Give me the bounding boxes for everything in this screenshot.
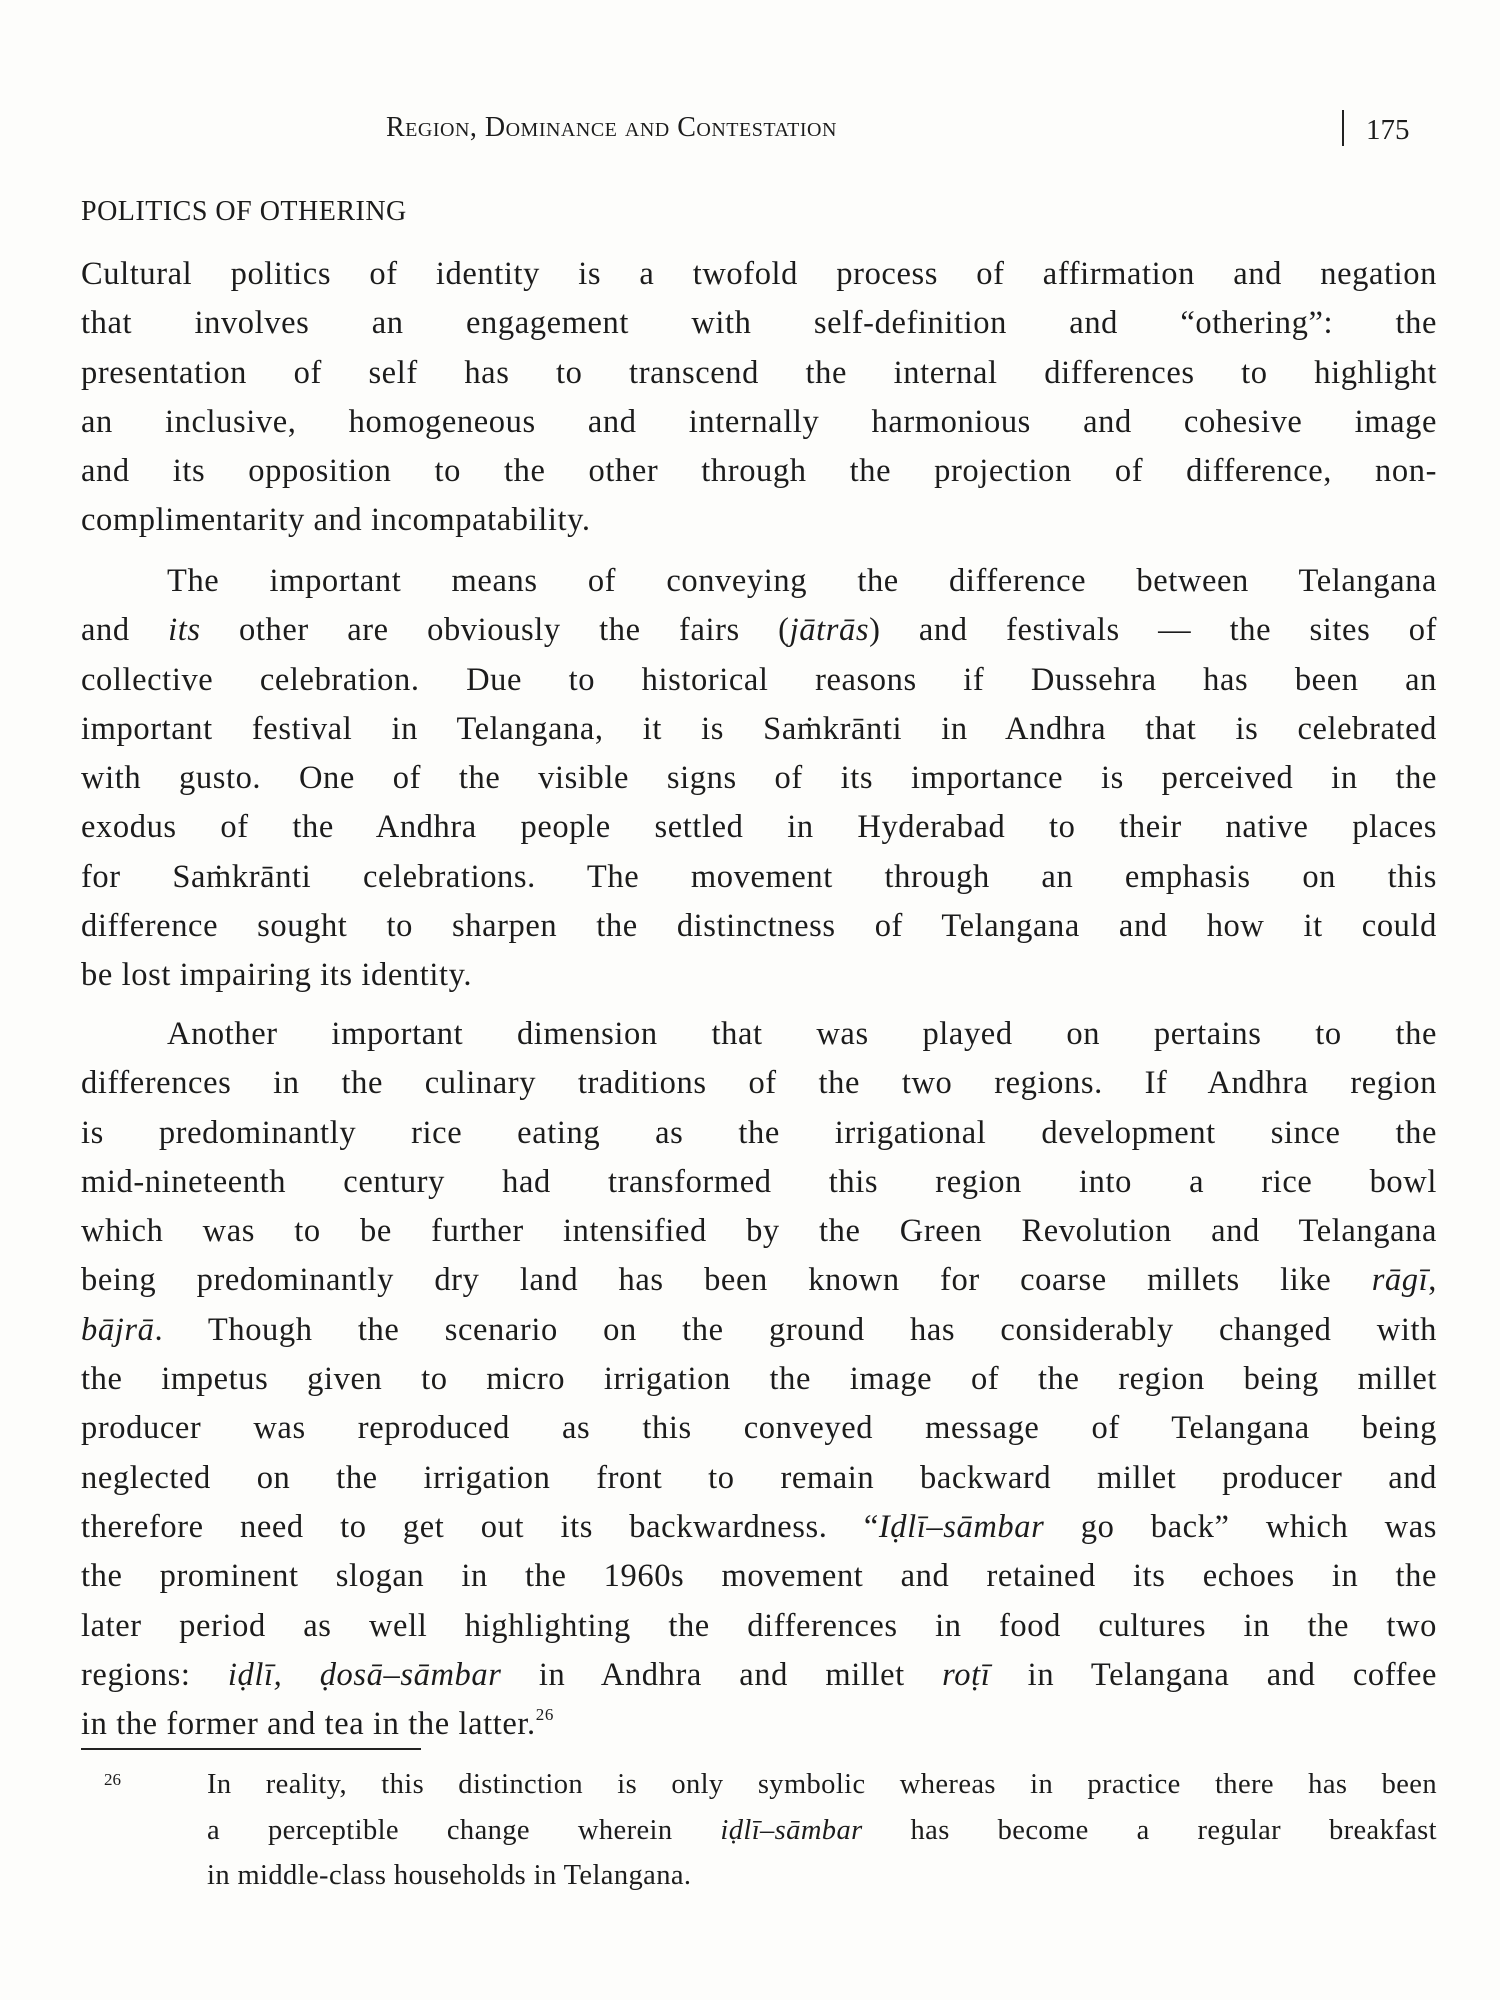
- text-line: [81, 656, 1437, 705]
- text-line: [81, 1552, 1437, 1601]
- text-run: neglected on the irrigation front to remain backward millet producer and: [81, 1459, 1437, 1496]
- text-run: ) and festivals — the sites of: [869, 612, 1437, 649]
- text-line: [81, 349, 1437, 398]
- text-run: mid-nineteenth century had transformed this region into a rice bowl: [81, 1163, 1437, 1200]
- footnote-number: 26: [104, 1770, 121, 1789]
- italic-term: rāgī: [1371, 1262, 1429, 1299]
- text-run: in the former and tea in the latter.: [81, 1706, 536, 1743]
- text-line: [81, 1059, 1437, 1108]
- text-line: [81, 1454, 1437, 1503]
- footnote-text: [207, 1762, 1437, 1899]
- text-line: [81, 1651, 1437, 1700]
- italic-term: iḍlī, ḍosā–sāmbar: [227, 1656, 502, 1693]
- text-run: The important means of conveying the difference between Telangana: [167, 563, 1437, 599]
- italic-term: Iḍlī–sāmbar: [878, 1508, 1045, 1545]
- section-title: POLITICS OF OTHERING: [81, 196, 407, 227]
- text-line: [81, 1158, 1437, 1207]
- text-line: [81, 1404, 1437, 1453]
- text-line: [81, 803, 1437, 852]
- italic-term: roṭī: [942, 1656, 991, 1693]
- text-line: [81, 902, 1437, 951]
- italic-term: its: [168, 612, 201, 649]
- text-line: [81, 250, 1437, 299]
- text-line: [81, 754, 1437, 803]
- text-run: Cultural politics of identity is a twofold process of affirmation and negation: [81, 256, 1437, 292]
- text-run: . Though the scenario on the ground has considerably changed with: [154, 1311, 1437, 1348]
- text-run: in Andhra and millet: [501, 1656, 943, 1693]
- text-run: and its opposition to the other through the projection of difference, non-: [81, 453, 1437, 490]
- text-run: therefore need to get out its backwardness. “: [81, 1508, 879, 1545]
- italic-term: bājrā: [81, 1311, 155, 1348]
- text-run: the prominent slogan in the 1960s movement and retained its echoes in the: [81, 1558, 1437, 1595]
- text-line: [81, 1503, 1437, 1552]
- text-run: other are obviously the fairs (: [200, 612, 790, 649]
- text-line: [81, 1109, 1437, 1158]
- text-line: [81, 447, 1437, 496]
- text-run: for Saṁkrānti celebrations. The movement through an emphasis on this: [81, 858, 1437, 895]
- text-run: be lost impairing its identity.: [81, 957, 473, 994]
- running-head: Region, Dominance and Contestation: [386, 112, 837, 143]
- text-line: [81, 1207, 1437, 1256]
- text-line: [81, 1602, 1437, 1651]
- text-run: exodus of the Andhra people settled in Hyderabad to their native places: [81, 809, 1437, 846]
- text-line: [81, 398, 1437, 447]
- text-run: producer was reproduced as this conveyed message of Telangana being: [81, 1410, 1437, 1447]
- text-line: [207, 1808, 1437, 1854]
- text-run: presentation of self has to transcend the internal differences to highlight: [81, 354, 1437, 391]
- text-line: [81, 853, 1437, 902]
- text-run: differences in the culinary traditions of the two regions. If Andhra region: [81, 1065, 1437, 1102]
- text-run: with gusto. One of the visible signs of its importance is perceived in the: [81, 760, 1437, 797]
- text-line: [81, 1306, 1437, 1355]
- paragraph-2: [81, 557, 1437, 1001]
- text-run: complimentarity and incompatability.: [81, 502, 591, 539]
- text-run: the impetus given to micro irrigation the image of the region being millet: [81, 1361, 1437, 1398]
- text-run: regions:: [81, 1656, 228, 1693]
- text-line: [207, 1853, 1437, 1899]
- text-line: [81, 1256, 1437, 1305]
- text-run: later period as well highlighting the differences in food cultures in the two: [81, 1607, 1437, 1644]
- text-run: which was to be further intensified by the Green Revolution and Telangana: [81, 1213, 1437, 1250]
- text-line: [81, 705, 1437, 754]
- text-run: In reality, this distinction is only symbolic whereas in practice there has been: [207, 1769, 1437, 1800]
- text-run: that involves an engagement with self-definition and “othering”: the: [81, 305, 1437, 342]
- text-line: [81, 606, 1437, 655]
- page-number-divider: [1342, 110, 1344, 146]
- footnote-ref: 26: [535, 1705, 554, 1725]
- text-line: [81, 496, 1437, 545]
- text-run: ,: [1428, 1262, 1437, 1299]
- page-number-text: 175: [1366, 114, 1410, 146]
- text-run: has become a regular breakfast: [862, 1814, 1437, 1846]
- text-run: and: [81, 612, 169, 649]
- text-line: [81, 951, 1437, 1000]
- text-run: being predominantly dry land has been known for coarse millets like: [81, 1262, 1372, 1299]
- italic-term: jātrās: [789, 612, 870, 649]
- text-run: collective celebration. Due to historical reasons if Dussehra has been an: [81, 661, 1437, 698]
- text-run: an inclusive, homogeneous and internally harmonious and cohesive image: [81, 403, 1437, 440]
- text-run: in middle-class households in Telangana.: [207, 1860, 692, 1891]
- text-run: Another important dimension that was played on pertains to the: [167, 1016, 1437, 1052]
- text-line: [207, 1762, 1437, 1808]
- paragraph-1: [81, 250, 1437, 546]
- text-run: is predominantly rice eating as the irrigational development since the: [81, 1114, 1437, 1151]
- text-run: in Telangana and coffee: [990, 1656, 1438, 1693]
- text-line: [81, 557, 1437, 606]
- text-run: a perceptible change wherein: [207, 1814, 721, 1846]
- text-run: go back” which was: [1044, 1508, 1437, 1545]
- text-line: [81, 299, 1437, 348]
- text-run: difference sought to sharpen the distinctness of Telangana and how it could: [81, 908, 1437, 945]
- footnote-rule: [81, 1748, 421, 1750]
- text-line: [81, 1355, 1437, 1404]
- italic-term: iḍlī–sāmbar: [720, 1814, 863, 1846]
- text-line: [81, 1700, 1437, 1749]
- page-number: [1342, 110, 1410, 147]
- text-run: important festival in Telangana, it is Saṁkrānti in Andhra that is celebrated: [81, 710, 1437, 747]
- paragraph-3: [81, 1010, 1437, 1749]
- text-line: [81, 1010, 1437, 1059]
